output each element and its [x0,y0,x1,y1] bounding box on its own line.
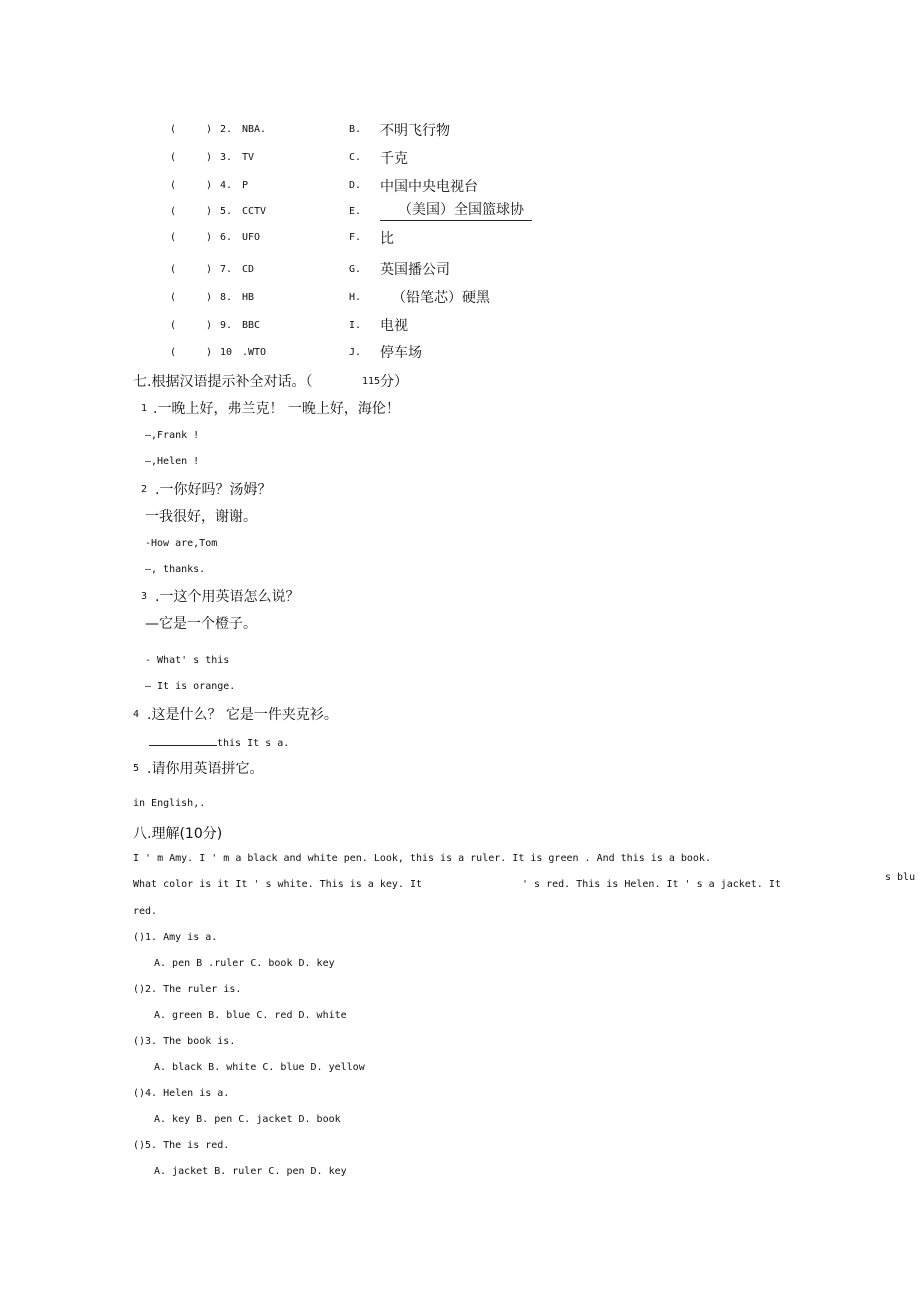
question-number: 2 [141,484,148,495]
abbreviation: UFO [242,232,261,243]
answer-paren-open: ( [170,152,177,163]
mc-question: ()3. The book is. [133,1036,236,1047]
question-number: 4 [133,709,140,720]
section-score: 115 [362,376,381,387]
answer-paren-close: ) [206,264,213,275]
question-number: 5 [133,763,140,774]
meaning: 千克 [380,151,408,167]
answer-paren-open: ( [170,232,177,243]
meaning: 不明飞行物 [380,123,450,139]
answer-paren-close: ) [206,292,213,303]
abbreviation: HB [242,292,255,303]
abbreviation: P [242,180,249,191]
passage-line: s blu [885,872,916,883]
answer-paren-close: ) [206,180,213,191]
question-prompt: .一这个用英语怎么说？ [155,589,300,605]
dialogue-line: —,Helen ! [145,456,200,467]
dialogue-line: -How are,Tom [145,538,218,549]
chinese-answer: —它是一个橙子。 [145,616,257,632]
item-number: 5. [220,206,233,217]
option-letter: C. [349,152,362,163]
item-number: 3. [220,152,233,163]
item-number: 4. [220,180,233,191]
question-prompt: .一晚上好，弗兰克！ 一晚上好，海伦！ [153,401,400,417]
passage-line: ' s red. This is Helen. It ' s a jacket. It [522,879,781,890]
passage-line: What color is it It ' s white. This is a key. It [133,879,422,890]
answer-paren-close: ) [206,347,213,358]
option-letter: J. [349,347,362,358]
option-letter: F. [349,232,362,243]
dialogue-line: in English,. [133,798,206,809]
mc-question: ()4. Helen is a. [133,1088,230,1099]
meaning: 停车场 [380,345,422,361]
answer-paren-close: ) [206,320,213,331]
mc-options: A. pen B .ruler C. book D. key [154,958,335,969]
abbreviation: TV [242,152,255,163]
item-number: 9. [220,320,233,331]
option-letter: B. [349,124,362,135]
abbreviation: CD [242,264,255,275]
answer-paren-open: ( [170,347,177,358]
option-letter: H. [349,292,362,303]
item-number: 10 [220,347,233,358]
option-letter: E. [349,206,362,217]
question-prompt: .一你好吗？汤姆？ [155,482,272,498]
item-number: 6. [220,232,233,243]
meaning: （美国）全国篮球协 [380,199,532,221]
question-number: 3 [141,591,148,602]
meaning: 电视 [380,318,408,334]
answer-paren-close: ) [206,206,213,217]
option-letter: G. [349,264,362,275]
answer-paren-close: ) [206,232,213,243]
answer-paren-close: ) [206,124,213,135]
answer-paren-open: ( [170,320,177,331]
fill-blank-text: this It s a. [217,738,290,749]
mc-question: ()5. The is red. [133,1140,230,1151]
question-prompt: .这是什么？ 它是一件夹克衫。 [147,707,338,723]
option-letter: I. [349,320,362,331]
abbreviation: NBA. [242,124,267,135]
mc-options: A. key B. pen C. jacket D. book [154,1114,341,1125]
item-number: 2. [220,124,233,135]
meaning: （铅笔芯）硬黑 [392,290,490,306]
mc-options: A. green B. blue C. red D. white [154,1010,347,1021]
option-letter: D. [349,180,362,191]
item-number: 7. [220,264,233,275]
meaning: 英国播公司 [380,262,450,278]
fill-blank-line [149,735,289,749]
meaning: 中国中央电视台 [380,179,478,195]
mc-options: A. black B. white C. blue D. yellow [154,1062,365,1073]
abbreviation: .WTO [242,347,267,358]
answer-paren-open: ( [170,292,177,303]
meaning: 比 [380,231,394,247]
answer-blank[interactable] [149,735,217,746]
passage-line: I ' m Amy. I ' m a black and white pen. Look, this is a ruler. It is green . And this is a book. [133,853,711,864]
chinese-answer: 一我很好，谢谢。 [145,509,257,525]
question-number: 1 [141,403,148,414]
answer-paren-open: ( [170,264,177,275]
answer-paren-open: ( [170,180,177,191]
dialogue-line: — It is orange. [145,681,236,692]
mc-question: ()1. Amy is a. [133,932,218,943]
question-prompt: .请你用英语拼它。 [147,761,264,777]
item-number: 8. [220,292,233,303]
dialogue-line: - What' s this [145,655,230,666]
mc-options: A. jacket B. ruler C. pen D. key [154,1166,347,1177]
answer-paren-open: ( [170,124,177,135]
dialogue-line: —,Frank ! [145,430,200,441]
section-score-suffix: 分） [380,374,408,390]
mc-question: ()2. The ruler is. [133,984,242,995]
abbreviation: BBC [242,320,261,331]
passage-line: red. [133,906,158,917]
answer-paren-open: ( [170,206,177,217]
answer-paren-close: ) [206,152,213,163]
section-heading: 七.根据汉语提示补全对话。（ [133,374,313,390]
abbreviation: CCTV [242,206,267,217]
dialogue-line: —, thanks. [145,564,206,575]
section-heading: 八.理解(10分) [133,826,223,842]
